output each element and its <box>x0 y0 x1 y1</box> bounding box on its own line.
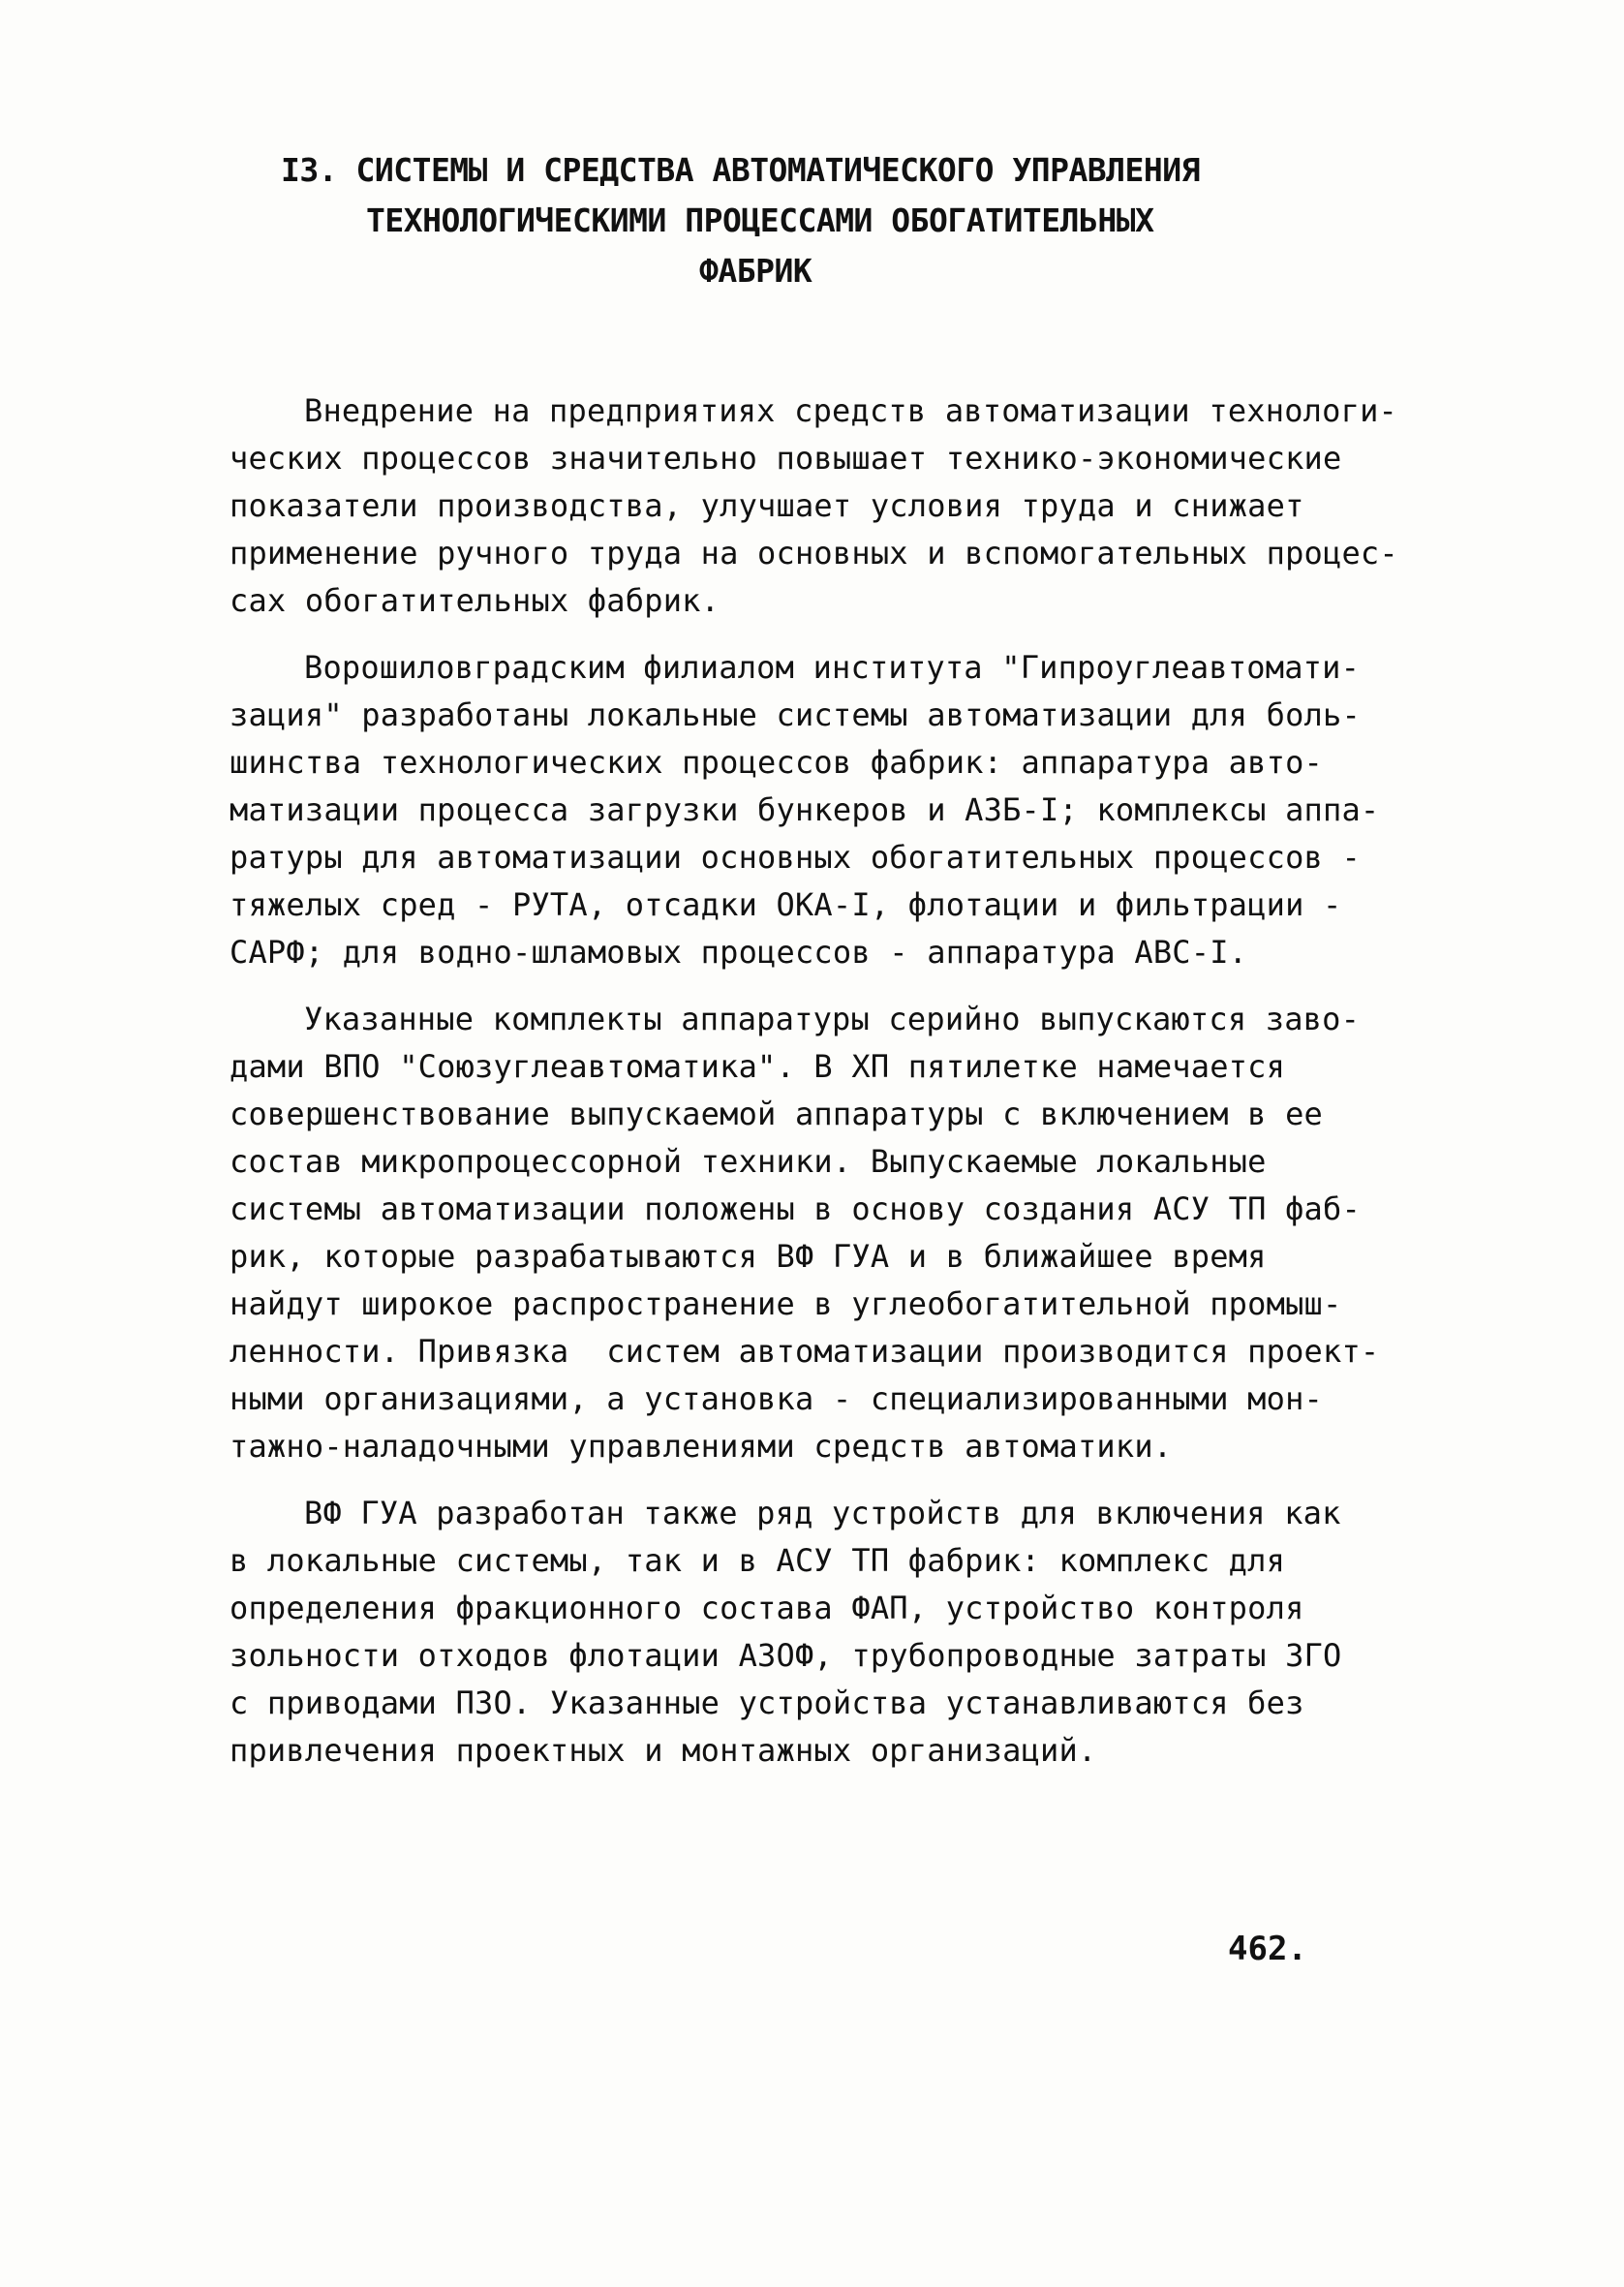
paragraph-1 <box>230 387 1488 625</box>
text-line: шинства технологических процессов фабрик: аппаратура авто- <box>230 744 1324 781</box>
text-line: рик, которые разрабатываются ВФ ГУА и в ближайшее время <box>230 1238 1267 1275</box>
text-line: системы автоматизации положены в основу создания АСУ ТП фаб- <box>230 1190 1361 1227</box>
text-line: применение ручного труда на основных и вспомогательных процес- <box>230 535 1398 572</box>
text-line: САРФ; для водно-шламовых процессов - аппаратура АВС-I. <box>230 934 1248 971</box>
heading-line-1: I3. СИСТЕМЫ И СРЕДСТВА АВТОМАТИЧЕСКОГО УПРАВЛЕНИЯ <box>281 151 1201 189</box>
text-line: тяжелых сред - РУТА, отсадки ОКА-I, флотации и фильтрации - <box>230 886 1342 923</box>
body-text <box>230 387 1488 1794</box>
text-line: зольности отходов флотации АЗОФ, трубопроводные затраты ЗГО <box>230 1637 1342 1674</box>
paragraph-4 <box>230 1490 1488 1775</box>
text-line: состав микропроцессорной техники. Выпускаемые локальные <box>230 1143 1267 1180</box>
text-line: ными организациями, а установка - специализированными мон- <box>230 1380 1324 1417</box>
section-heading <box>281 145 1346 296</box>
text-line: дами ВПО "Союзуглеавтоматика". В XП пятилетке намечается <box>230 1048 1286 1085</box>
text-line: зация" разработаны локальные системы автоматизации для боль- <box>230 696 1361 733</box>
text-line: Ворошиловградским филиалом института "Гипроуглеавтомати- <box>304 649 1361 686</box>
text-line: с приводами ПЗО. Указанные устройства устанавливаются без <box>230 1684 1304 1721</box>
text-line: показатели производства, улучшает условия труда и снижает <box>230 487 1304 524</box>
paragraph-3 <box>230 996 1488 1470</box>
text-line: тажно-наладочными управлениями средств автоматики. <box>230 1428 1173 1465</box>
text-line: сах обогатительных фабрик. <box>230 582 720 619</box>
text-line: Указанные комплекты аппаратуры серийно выпускаются заво- <box>304 1001 1361 1037</box>
text-line: в локальные системы, так и в АСУ ТП фабрик: комплекс для <box>230 1542 1286 1579</box>
paragraph-2 <box>230 644 1488 976</box>
text-line: Внедрение на предприятиях средств автоматизации технологи- <box>304 392 1398 429</box>
text-line: привлечения проектных и монтажных организаций. <box>230 1732 1097 1769</box>
heading-line-2: ТЕХНОЛОГИЧЕСКИМИ ПРОЦЕССАМИ ОБОГАТИТЕЛЬНЫХ <box>366 201 1154 239</box>
text-line: ческих процессов значительно повышает технико-экономические <box>230 440 1342 477</box>
text-line: найдут широкое распространение в углеобогатительной промыш- <box>230 1285 1342 1322</box>
text-line: ратуры для автоматизации основных обогатительных процессов - <box>230 839 1361 876</box>
heading-line-3: ФАБРИК <box>699 252 812 290</box>
text-line: ВФ ГУА разработан также ряд устройств для включения как <box>304 1495 1341 1531</box>
text-line: определения фракционного состава ФАП, устройство контроля <box>230 1590 1304 1626</box>
text-line: совершенствование выпускаемой аппаратуры с включением в ее <box>230 1096 1324 1132</box>
page-number: 462. <box>1228 1930 1307 1968</box>
text-line: матизации процесса загрузки бункеров и АЗБ-I; комплексы аппа- <box>230 791 1380 828</box>
text-line: ленности. Привязка систем автоматизации производится проект- <box>230 1333 1380 1370</box>
